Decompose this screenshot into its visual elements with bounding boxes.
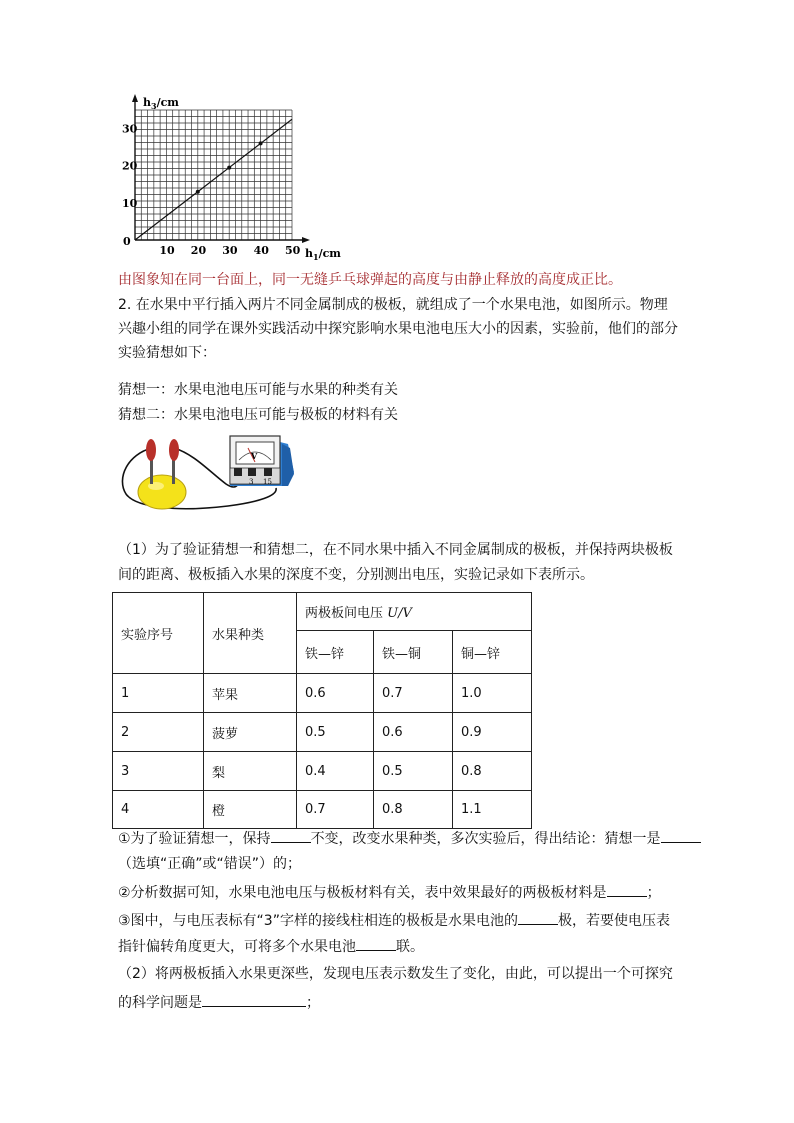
header-cu-zn: 铜—锌 [453,631,532,674]
table-cell: 苹果 [204,674,297,713]
x-tick-label: 30 [222,244,238,257]
table-cell: 梨 [204,752,297,791]
terminal-negative [234,468,242,476]
guess-two: 猜想二：水果电池电压可能与极板的材料有关 [118,407,398,423]
terminal-3 [248,468,256,476]
table-cell: 3 [113,752,204,791]
q2-intro-3: 实验猜想如下： [118,345,216,361]
part1-line-1: （1）为了验证猜想一和猜想二，在不同水果中插入不同金属制成的极板，并保持两块极板 [118,542,673,558]
table-cell: 2 [113,713,204,752]
table-cell: 0.6 [297,674,374,713]
blank-electrode-pole [518,910,558,925]
part2-line-2: 的科学问题是 ； [118,992,320,1013]
blank-guess-one-result [661,828,701,843]
data-point [227,166,231,170]
table-cell: 0.8 [453,752,532,791]
lemon-icon [138,475,186,509]
header-voltage: 两极板间电压 U/V [297,593,532,631]
y-tick-label: 20 [122,159,138,173]
terminal-15 [264,468,272,476]
q2-intro-1: 2. 在水果中平行插入两片不同金属制成的极板，就组成了一个水果电池，如图所示。物理 [118,297,668,313]
svg-text:3: 3 [249,478,254,486]
table-cell: 0.8 [374,791,453,829]
clip-right-icon [169,439,179,461]
header-fe-zn: 铁—锌 [297,631,374,674]
table-row [113,713,532,752]
proportional-line [135,119,292,240]
table-cell: 0.7 [374,674,453,713]
question-1-line-1: ①为了验证猜想一，保持 不变，改变水果种类，多次实验后，得出结论：猜想一是 [118,828,701,849]
wire-right [174,448,238,487]
header-fe-cu: 铁—铜 [374,631,453,674]
table-row [113,752,532,791]
question-3-line-2: 指针偏转角度更大，可将多个水果电池 联。 [118,936,424,957]
origin-label: 0 [123,235,131,248]
voltage-table [112,592,532,829]
y-tick-label: 30 [122,122,138,136]
x-tick-label: 10 [159,244,175,257]
fruit-battery-figure [118,432,308,518]
header-index: 实验序号 [113,593,204,674]
y-axis-label: $h_3/cm$ [143,96,179,111]
part2-line-1: （2）将两极板插入水果更深些，发现电压表示数发生了变化，由此，可以提出一个可探究 [118,966,673,982]
data-point [196,190,200,194]
table-row [113,791,532,829]
blank-best-material [607,882,647,897]
clip-left-icon [146,439,156,461]
blank-scientific-question [202,992,306,1007]
data-point [259,141,263,145]
x-tick-label: 40 [253,244,269,257]
x-axis-arrow [302,237,310,243]
x-tick-label: 50 [285,244,301,257]
h3-h1-graph [110,92,350,264]
x-axis-label: $h_1/cm$ [305,247,341,262]
table-cell: 橙 [204,791,297,829]
guess-one: 猜想一：水果电池电压可能与水果的种类有关 [118,382,398,398]
question-1-line-2: （选填“正确”或“错误”）的； [118,856,302,872]
table-cell: 0.7 [297,791,374,829]
blank-connection-type [356,936,396,951]
table-cell: 0.6 [374,713,453,752]
table-cell: 4 [113,791,204,829]
table-row [113,674,532,713]
q2-intro-2: 兴趣小组的同学在课外实践活动中探究影响水果电池电压大小的因素，实验前，他们的部分 [118,321,678,337]
graph-conclusion: 由图象知在同一台面上，同一无缝乒乓球弹起的高度与由静止释放的高度成正比。 [118,272,622,288]
table-cell: 0.4 [297,752,374,791]
graph-series [135,119,292,240]
question-2-line: ②分析数据可知，水果电池电压与极板材料有关，表中效果最好的两极板材料是 ； [118,882,661,903]
question-3-line-1: ③图中，与电压表标有“3”字样的接线柱相连的极板是水果电池的 极，若要使电压表 [118,910,670,931]
table-cell: 菠萝 [204,713,297,752]
blank-controlled-variable [271,828,311,843]
graph-grid [135,110,292,240]
svg-text:15: 15 [263,478,272,486]
voltmeter-symbol: V [251,451,258,461]
table-cell: 1 [113,674,204,713]
y-tick-label: 10 [122,196,138,210]
y-axis-arrow [132,94,138,102]
header-fruit: 水果种类 [204,593,297,674]
table-cell: 0.5 [297,713,374,752]
table-cell: 0.9 [453,713,532,752]
table-cell: 1.1 [453,791,532,829]
part1-line-2: 间的距离、极板插入水果的深度不变，分别测出电压，实验记录如下表所示。 [118,567,594,583]
table-cell: 0.5 [374,752,453,791]
x-tick-label: 20 [190,244,207,257]
table-cell: 1.0 [453,674,532,713]
